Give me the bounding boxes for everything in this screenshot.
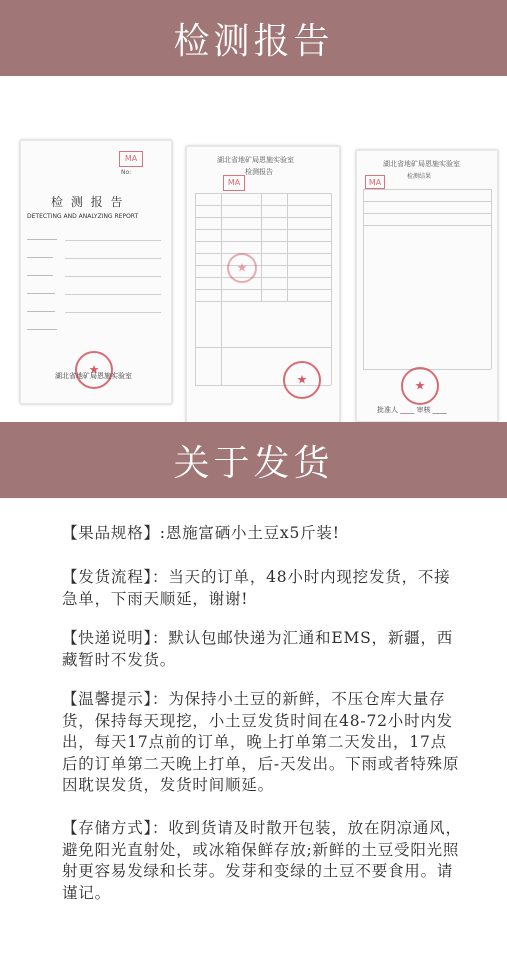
cma-logo-icon: MA (365, 175, 385, 189)
inspection-report-title: 检测报告 (173, 20, 334, 62)
report-images (0, 76, 507, 422)
process-text: 【发货流程】：当天的订单，48小时内现挖发货，不接急单，下雨天顺延，谢谢! (62, 568, 451, 608)
report-data-header: 湖北省地矿局恩施实验室 (217, 156, 294, 164)
report-data-page (186, 146, 340, 424)
storage-text: 【存储方式】：收到货请及时散开包装，放在阴凉通风，避免阳光直射处，或冰箱保鲜存放;新鲜的土豆受阳光照射更容易发绿和长芽。发芽和变绿的土豆不要食用。请谨记。 (62, 819, 462, 902)
report-cover-title: 检 测 报 告 (51, 195, 125, 209)
spec-paragraph (62, 523, 462, 545)
report-cover-title-en: DETECTING AND ANALYZING REPORT (27, 213, 139, 220)
seal-watermark-icon (227, 253, 257, 283)
report-data-subheader: 检测报告 (245, 168, 273, 176)
spec-text: 【果品规格】:恩施富硒小土豆x5斤装! (62, 524, 340, 542)
tips-text: 【温馨提示】：为保持小土豆的新鲜，不压仓库大量存货，保持每天现挖，小土豆发货时间在48-72小时内发出，每天17点前的订单，晚上打单第二天发出，17点后的订单第二天晚上打单，后-天发出。下雨或者特殊原因耽误发货，发货时间顺延。 (62, 690, 460, 794)
cma-logo-icon: MA (119, 151, 143, 167)
express-text: 【快递说明】：默认包邮快递为汇通和EMS，新疆，西藏暂时不发货。 (62, 629, 454, 669)
inspection-report-banner (0, 0, 507, 76)
official-seal-icon (283, 361, 321, 399)
report-cover-page: MA No: 检 测 报 告 DETECTING AND ANALYZING REPORT ★ 湖北省地矿局恩施实验室 (20, 140, 172, 404)
express-paragraph (62, 628, 462, 671)
storage-paragraph (62, 818, 462, 904)
tips-paragraph (62, 689, 462, 797)
report-results-page: 湖北省地矿局恩施实验室 检测结果 MA ★ 批准人 ____ 审核 ____ (356, 150, 498, 422)
report-results-header: 湖北省地矿局恩施实验室 (383, 160, 460, 168)
process-paragraph (62, 567, 462, 610)
official-seal-icon (75, 351, 113, 389)
shipping-info-banner (0, 422, 507, 498)
report-cover-org: 湖北省地矿局恩施实验室 (55, 372, 132, 380)
cma-logo-icon: MA (223, 175, 245, 191)
shipping-info-title: 关于发货 (173, 442, 334, 484)
official-seal-icon (401, 367, 439, 405)
report-results-subheader: 检测结果 (407, 173, 432, 180)
